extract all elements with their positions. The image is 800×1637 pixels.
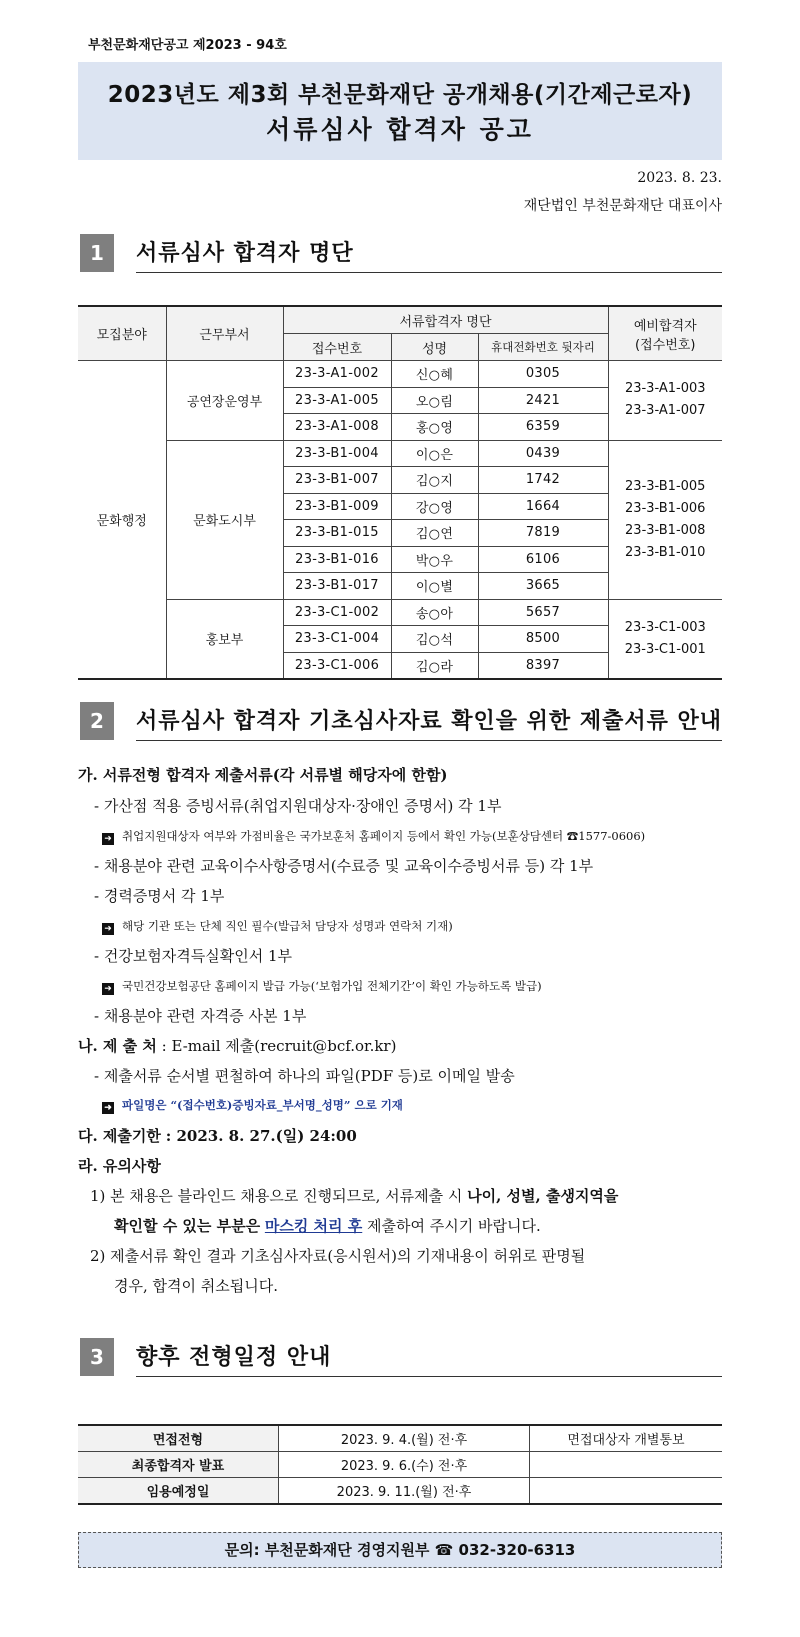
- name-cell: 강○영: [391, 493, 478, 520]
- prelim-cell: [608, 599, 722, 679]
- schedule-row: [78, 1478, 722, 1505]
- section3-number: 3: [80, 1338, 114, 1376]
- doc-note-4-text: 국민건강보험공단 홈페이지 발급 가능(‘보험가입 전체기간’이 확인 가능하도록 발급): [122, 979, 542, 993]
- table-row: [78, 361, 722, 388]
- section1-header: [78, 234, 722, 274]
- header-prelim-sub: (접수번호): [635, 337, 696, 353]
- schedule-value: 2023. 9. 4.(월) 전·후: [279, 1425, 530, 1452]
- title-line2: 서류심사 합격자 공고: [266, 115, 534, 144]
- name-cell: 김○연: [391, 520, 478, 547]
- caution-1-text-a: 1) 본 채용은 블라인드 채용으로 진행되므로, 서류제출 시: [90, 1187, 463, 1205]
- prelim-number: 23-3-B1-005: [625, 478, 706, 494]
- section2-header: [78, 702, 722, 742]
- cautions-heading: 라. 유의사항: [78, 1157, 161, 1175]
- receipt-cell: 23-3-B1-004: [283, 440, 391, 467]
- issuer: 재단법인 부천문화재단 대표이사: [523, 198, 722, 214]
- phone-cell: 8500: [478, 626, 608, 653]
- name-cell: 김○지: [391, 467, 478, 494]
- section3-title: 향후 전형일정 안내: [136, 1345, 332, 1370]
- doc-item-1: - 가산점 적용 증빙서류(취업지원대상자·장애인 증명서) 각 1부: [94, 797, 502, 815]
- header-passers: 서류합격자 명단: [283, 306, 608, 334]
- filename-note: [102, 1097, 403, 1114]
- phone-cell: 6106: [478, 546, 608, 573]
- caution-1-line2: [114, 1215, 541, 1236]
- section1-rule: [136, 272, 722, 273]
- schedule-value: 2023. 9. 11.(월) 전·후: [279, 1478, 530, 1505]
- arrow-box-icon: ➜: [102, 833, 114, 845]
- announcement-date: 2023. 8. 23.: [637, 170, 722, 186]
- receipt-cell: 23-3-A1-005: [283, 387, 391, 414]
- name-cell: 이○은: [391, 440, 478, 467]
- prelim-number: 23-3-B1-010: [625, 544, 706, 560]
- prelim-number: 23-3-B1-006: [625, 500, 706, 516]
- prelim-cell: [608, 440, 722, 599]
- deadline-value: : 2023. 8. 27.(일) 24:00: [165, 1127, 357, 1145]
- prelim-number: 23-3-A1-003: [624, 381, 706, 397]
- arrow-box-icon: ➜: [102, 923, 114, 935]
- schedule-label: 임용예정일: [78, 1478, 279, 1505]
- header-prelim: [608, 306, 722, 361]
- table-row: [78, 440, 722, 467]
- phone-cell: 6359: [478, 414, 608, 441]
- section3-header: [78, 1338, 722, 1378]
- name-cell: 홍○영: [391, 414, 478, 441]
- doc-item-5: - 채용분야 관련 자격증 사본 1부: [94, 1007, 307, 1025]
- name-cell: 김○석: [391, 626, 478, 653]
- schedule-table: [78, 1424, 722, 1505]
- phone-cell: 1742: [478, 467, 608, 494]
- table-row: [78, 599, 722, 626]
- prelim-number: 23-3-B1-008: [625, 522, 706, 538]
- doc-note-4: [102, 978, 542, 995]
- submission-method: - 제출서류 순서별 편철하여 하나의 파일(PDF 등)로 이메일 발송: [94, 1067, 515, 1085]
- deadline-label: 다. 제출기한: [78, 1127, 161, 1145]
- caution-2-line1: 2) 제출서류 확인 결과 기초심사자료(응시원서)의 기재내용이 허위로 판명될: [90, 1247, 586, 1265]
- prelim-number: 23-3-C1-003: [624, 619, 706, 635]
- schedule-label: 면접전형: [78, 1425, 279, 1452]
- doc-item-4: - 건강보험자격득실확인서 1부: [94, 947, 293, 965]
- section2-rule: [136, 740, 722, 741]
- prelim-cell: [608, 361, 722, 441]
- header-receipt: 접수번호: [283, 334, 391, 361]
- name-cell: 신○혜: [391, 361, 478, 388]
- dept-cell: 문화도시부: [166, 440, 283, 599]
- caution-1-text-c: 확인할 수 있는 부분은: [114, 1217, 261, 1235]
- receipt-cell: 23-3-B1-017: [283, 573, 391, 600]
- doc-item-2: - 채용분야 관련 교육이수사항증명서(수료증 및 교육이수증빙서류 등) 각 1부: [94, 857, 594, 875]
- header-prelim-label: 예비합격자: [633, 318, 697, 334]
- passers-table: [78, 305, 722, 680]
- schedule-remark: [530, 1452, 723, 1478]
- notice-number: 부천문화재단공고 제2023 - 94호: [88, 38, 287, 53]
- name-cell: 송○아: [391, 599, 478, 626]
- name-cell: 오○림: [391, 387, 478, 414]
- doc-note-1: [102, 828, 645, 845]
- phone-cell: 2421: [478, 387, 608, 414]
- caution-1-text-e: 제출하여 주시기 바랍니다.: [367, 1217, 541, 1235]
- header-dept: 근무부서: [166, 306, 283, 361]
- phone-cell: 1664: [478, 493, 608, 520]
- prelim-number: 23-3-C1-001: [624, 641, 706, 657]
- name-cell: 박○우: [391, 546, 478, 573]
- name-cell: 김○라: [391, 652, 478, 679]
- field-cell: 문화행정: [78, 361, 166, 680]
- schedule-label: 최종합격자 발표: [78, 1452, 279, 1478]
- schedule-row: [78, 1425, 722, 1452]
- arrow-box-icon: ➜: [102, 1102, 114, 1114]
- schedule-row: [78, 1452, 722, 1478]
- submission-place: [78, 1035, 396, 1056]
- caution-1-text-b: 나이, 성별, 출생지역을: [467, 1187, 619, 1205]
- dept-cell: 공연장운영부: [166, 361, 283, 441]
- contact-box: 문의: 부천문화재단 경영지원부 ☎ 032-320-6313: [78, 1532, 722, 1568]
- section3-rule: [136, 1376, 722, 1377]
- section2-title: 서류심사 합격자 기초심사자료 확인을 위한 제출서류 안내: [136, 709, 723, 734]
- caution-1-line1: [90, 1185, 618, 1206]
- receipt-cell: 23-3-C1-004: [283, 626, 391, 653]
- phone-cell: 3665: [478, 573, 608, 600]
- phone-cell: 0305: [478, 361, 608, 388]
- prelim-number: 23-3-A1-007: [624, 403, 706, 419]
- phone-cell: 8397: [478, 652, 608, 679]
- deadline: [78, 1125, 357, 1146]
- section1-title: 서류심사 합격자 명단: [136, 241, 354, 266]
- section1-number: 1: [80, 234, 114, 272]
- doc-note-3-text: 해당 기관 또는 단체 직인 필수(발급처 담당자 성명과 연락처 기재): [122, 919, 453, 933]
- header-field: 모집분야: [78, 306, 166, 361]
- receipt-cell: 23-3-C1-002: [283, 599, 391, 626]
- receipt-cell: 23-3-A1-008: [283, 414, 391, 441]
- name-cell: 이○별: [391, 573, 478, 600]
- phone-cell: 7819: [478, 520, 608, 547]
- submission-place-value: : E-mail 제출(recruit@bcf.or.kr): [161, 1037, 397, 1055]
- submission-place-label: 나. 제 출 처: [78, 1037, 157, 1055]
- arrow-box-icon: ➜: [102, 983, 114, 995]
- doc-note-3: [102, 918, 453, 935]
- doc-note-1-text: 취업지원대상자 여부와 가점비율은 국가보훈처 홈페이지 등에서 확인 가능(보훈상담센터 ☎1577-0606): [122, 829, 646, 843]
- caution-1-text-d: 마스킹 처리 후: [264, 1217, 363, 1235]
- receipt-cell: 23-3-B1-015: [283, 520, 391, 547]
- submission-docs-heading: 가. 서류전형 합격자 제출서류(각 서류별 해당자에 한함): [78, 766, 448, 784]
- filename-note-text: 파일명은 “(접수번호)증빙자료_부서명_성명” 으로 기재: [122, 1098, 403, 1112]
- section2-number: 2: [80, 702, 114, 740]
- receipt-cell: 23-3-B1-009: [283, 493, 391, 520]
- receipt-cell: 23-3-A1-002: [283, 361, 391, 388]
- header-phone: 휴대전화번호 뒷자리: [478, 334, 608, 361]
- title-line1: 2023년도 제3회 부천문화재단 공개채용(기간제근로자): [107, 82, 693, 108]
- title-box: [78, 62, 722, 160]
- doc-item-3: - 경력증명서 각 1부: [94, 887, 225, 905]
- dept-cell: 홍보부: [166, 599, 283, 679]
- caution-2-line2: 경우, 합격이 취소됩니다.: [114, 1277, 278, 1295]
- schedule-value: 2023. 9. 6.(수) 전·후: [279, 1452, 530, 1478]
- schedule-remark: [530, 1478, 723, 1505]
- receipt-cell: 23-3-C1-006: [283, 652, 391, 679]
- phone-cell: 5657: [478, 599, 608, 626]
- receipt-cell: 23-3-B1-016: [283, 546, 391, 573]
- schedule-remark: 면접대상자 개별통보: [530, 1425, 723, 1452]
- phone-cell: 0439: [478, 440, 608, 467]
- header-name: 성명: [391, 334, 478, 361]
- receipt-cell: 23-3-B1-007: [283, 467, 391, 494]
